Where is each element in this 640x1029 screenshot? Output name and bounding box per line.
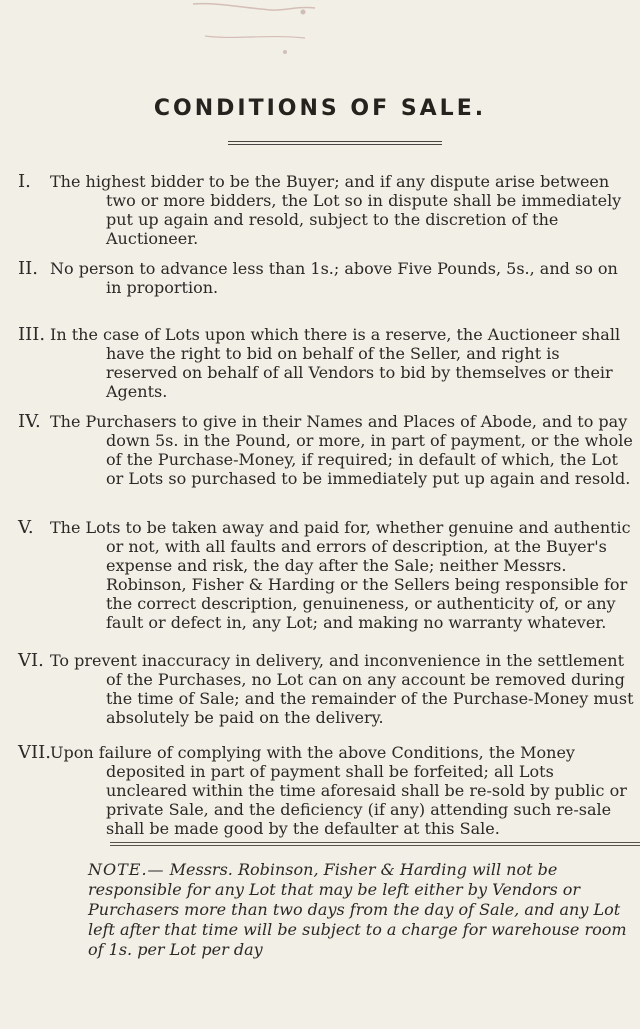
condition-text: The Purchasers to give in their Names and Places of Abode, and to pay down 5s. in the Pound, or more, in part of payment, or the whole of the Purchase-Money, if required; in default of which, the Lot or Lots so purchased to be immediately put up again and resold. xyxy=(50,412,633,488)
condition-number: III. xyxy=(18,324,46,345)
condition-text: The Lots to be taken away and paid for, whether genuine and authentic or not, with all faults and errors of description, at the Buyer's expense and risk, the day after the Sale; neither Messrs. Robinson, Fisher & Harding or the Sellers being responsible for the correct description, genuineness, or authenticity of, or any fault or defect in, any Lot; and making no warranty whatever. xyxy=(50,518,631,632)
note-separator xyxy=(110,842,640,848)
condition-text: In the case of Lots upon which there is a reserve, the Auctioneer shall have the right to bid on behalf of the Seller, and right is reserved on behalf of all Vendors to bid by themselves or their Agents. xyxy=(50,325,621,401)
warehouse-note xyxy=(88,860,638,960)
condition-number: IV. xyxy=(18,411,41,432)
condition-2 xyxy=(18,259,634,297)
ink-smudge xyxy=(175,0,335,70)
condition-text: Upon failure of complying with the above Conditions, the Money deposited in part of payment shall be forfeited; all Lots uncleared within the time aforesaid shall be re-sold by public or private Sale, and the deficiency (if any) attending such re-sale shall be made good by the defaulter at this Sale. xyxy=(50,743,627,838)
condition-number: II. xyxy=(18,258,38,279)
condition-number: VI. xyxy=(18,650,44,671)
title-rule xyxy=(228,141,442,145)
note-label: NOTE.— xyxy=(88,860,165,879)
condition-text: The highest bidder to be the Buyer; and if any dispute arise between two or more bidders, the Lot so in dispute shall be immediately put up again and resold, subject to the discretion of the Auctioneer. xyxy=(50,172,622,248)
condition-4 xyxy=(18,412,634,488)
condition-text: To prevent inaccuracy in delivery, and inconvenience in the settlement of the Purchases, no Lot can on any account be removed during the time of Sale; and the remainder of the Purchase-Money must absolutely be paid on the delivery. xyxy=(50,651,634,727)
note-text: Messrs. Robinson, Fisher & Harding will not be responsible for any Lot that may be left either by Vendors or Purchasers more than two days from the day of Sale, and any Lot left after that time will be subject to a charge for warehouse room of 1s. per Lot per day xyxy=(88,860,627,959)
condition-3 xyxy=(18,325,634,401)
condition-7 xyxy=(18,743,634,838)
condition-1 xyxy=(18,172,634,248)
condition-5 xyxy=(18,518,634,632)
condition-number: VII. xyxy=(18,742,51,763)
condition-text: No person to advance less than 1s.; above Five Pounds, 5s., and so on in proportion. xyxy=(50,259,618,297)
condition-6 xyxy=(18,651,634,727)
condition-number: V. xyxy=(18,517,34,538)
page-title: CONDITIONS OF SALE. xyxy=(153,96,487,121)
condition-number: I. xyxy=(18,171,31,192)
